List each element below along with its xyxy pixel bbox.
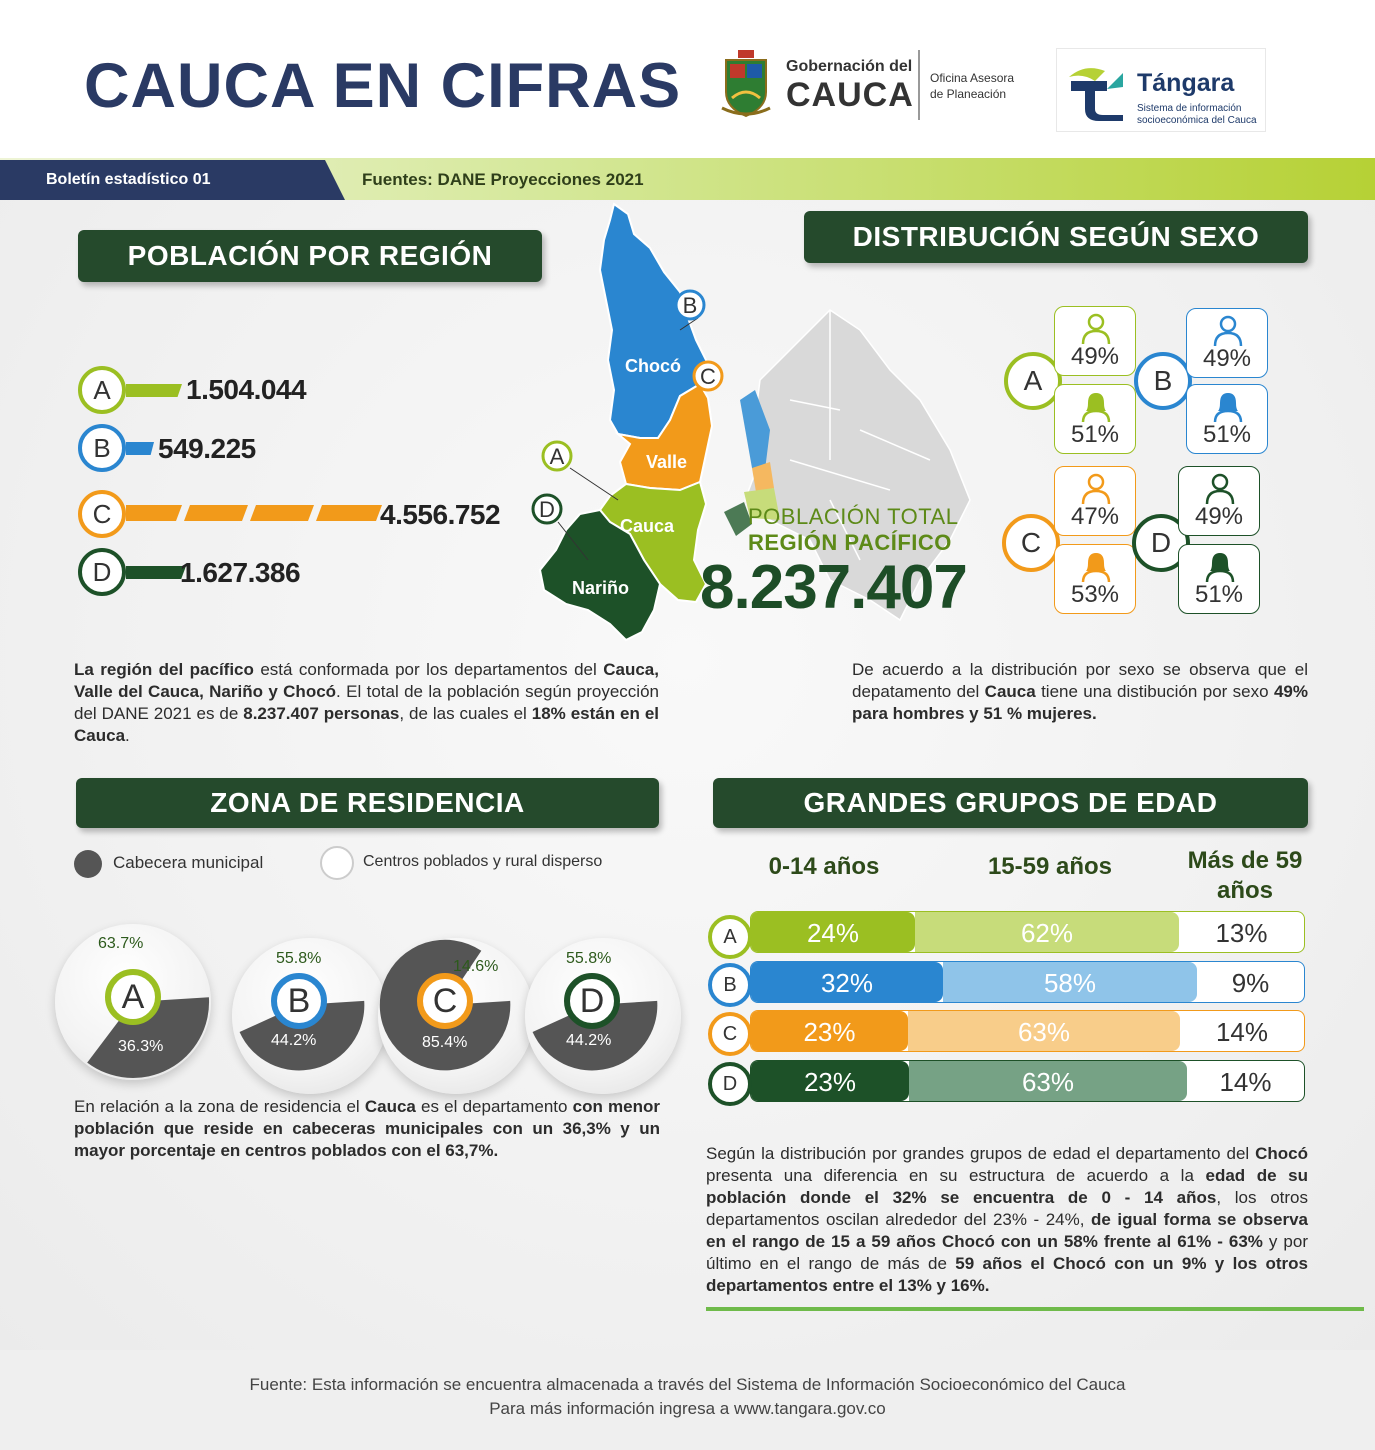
age-row-b [750, 961, 1305, 1003]
residence-c-urban-pct: 85.4% [422, 1034, 468, 1051]
sex-group-c-badge: C [1002, 514, 1060, 572]
age-row-a [750, 911, 1305, 953]
residence-b-badge: B [271, 973, 327, 1029]
sex-c-men-box [1054, 466, 1136, 536]
region-d-bar [126, 566, 186, 579]
female-icon [1211, 389, 1245, 423]
office-name: Oficina Asesora de Planeación [930, 71, 1015, 101]
government-label: Gobernación del [786, 58, 913, 75]
sex-a-women-box [1054, 384, 1136, 454]
coat-of-arms-icon [720, 48, 772, 120]
residence-d-urban-pct: 44.2% [566, 1032, 612, 1049]
sex-section-title: DISTRIBUCIÓN SEGÚN SEXO [804, 211, 1308, 263]
sex-b-men-pct: 49% [1202, 345, 1252, 372]
age-header-adult: 15-59 años [987, 853, 1113, 880]
sex-group-b-badge: B [1134, 352, 1192, 410]
map-letter-d: D [539, 497, 555, 522]
sex-group-a-badge: A [1004, 352, 1062, 410]
region-c-value: 4.556.752 [380, 499, 501, 530]
tangara-subtitle: Sistema de información socioeconómica del Cauca [1137, 103, 1257, 126]
region-a-value: 1.504.044 [186, 374, 307, 405]
age-c-young: 23% [751, 1011, 908, 1051]
region-c-badge: C [78, 490, 126, 538]
tangara-logo-icon [1065, 59, 1129, 123]
age-row-b-badge: B [708, 963, 752, 1007]
map-label-choco: Chocó [625, 356, 681, 376]
bulletin-label: Boletín estadístico 01 [46, 171, 211, 188]
age-c-old: 14% [1215, 1017, 1269, 1047]
residence-b-rural-pct: 55.8% [276, 950, 322, 967]
residence-section-title: ZONA DE RESIDENCIA [76, 778, 659, 828]
header-divider [918, 50, 920, 120]
residence-d-badge: D [564, 973, 620, 1029]
map-label-cauca: Cauca [620, 516, 675, 536]
map-letter-b: B [682, 293, 698, 318]
age-row-c-badge: C [708, 1012, 752, 1056]
residence-d-rural-pct: 55.8% [566, 950, 612, 967]
rural-legend-label: Centros poblados y rural disperso [363, 853, 603, 870]
map-letter-a: A [549, 444, 565, 469]
age-b-adult: 58% [943, 962, 1197, 1002]
region-c-bar [126, 505, 382, 521]
sex-c-women-box [1054, 544, 1136, 614]
residence-b-urban-pct: 44.2% [271, 1032, 317, 1049]
male-icon [1079, 471, 1113, 505]
sex-c-men-pct: 47% [1070, 503, 1120, 530]
residence-c-badge: C [417, 973, 473, 1029]
region-b-value: 549.225 [158, 433, 256, 464]
sex-paragraph: De acuerdo a la distribución por sexo se observa que el depatamento del Cauca tiene una distibución por sexo 49% para hombres y 51 % mujeres. [852, 660, 1308, 723]
male-icon [1079, 311, 1113, 345]
population-paragraph: La región del pacífico está conformada por los departamentos del Cauca, Valle del Cauca, Nariño y Chocó. El total de la población según proyección del DANE 2021 es de 8.237.407 personas, de las cuales el 18% están en el Cauca. [74, 660, 659, 745]
age-header-young: 0-14 años [768, 853, 880, 880]
age-c-adult: 63% [908, 1011, 1180, 1051]
region-a-badge: A [78, 366, 126, 414]
total-population-label: POBLACIÓN TOTAL [748, 504, 959, 529]
residence-a-badge: A [105, 969, 161, 1025]
sex-d-women-box [1178, 544, 1260, 614]
residence-c-rural-pct: 14.6% [453, 958, 499, 975]
sex-a-men-pct: 49% [1070, 343, 1120, 370]
male-icon [1211, 313, 1245, 347]
section-divider [706, 1307, 1364, 1311]
age-row-d [750, 1060, 1305, 1102]
age-paragraph: Según la distribución por grandes grupos de edad el departamento del Chocó presenta una diferencia en su estructura de acuerdo a la edad de su población donde el 32% se encuentra de 0 - 14 años, los otros departamentos oscilan alrededor del 23% - 24%, de igual forma se observa en el rango de 15 a 59 años Chocó con un 58% frente al 61% - 63% y por último en el rango de más de 59 años el Chocó con un 9% y los otros departamentos entre el 13% y 16%. [706, 1144, 1308, 1295]
age-b-young: 32% [751, 962, 943, 1002]
population-section-title: POBLACIÓN POR REGIÓN [78, 230, 542, 282]
age-row-c [750, 1010, 1305, 1052]
sources-label: Fuentes: DANE Proyecciones 2021 [362, 170, 644, 189]
government-name: CAUCA [786, 76, 914, 114]
pacific-region-label: REGIÓN PACÍFICO [748, 530, 952, 555]
residence-a-urban-pct: 36.3% [118, 1038, 164, 1055]
footer-source-text: Fuente: Esta información se encuentra almacenada a través del Sistema de Información Socioeconómico del Cauca [249, 1375, 1126, 1394]
map-letter-c: C [700, 364, 716, 389]
female-icon [1079, 549, 1113, 583]
total-population-value: 8.237.407 [700, 553, 967, 622]
tangara-logo-box [1056, 48, 1266, 132]
age-header-old: Más de 59 años [1187, 847, 1303, 904]
footer-link-text: Para más información ingresa a www.tangara.gov.co [489, 1399, 886, 1418]
region-b-bar [126, 442, 154, 455]
sex-b-men-box [1186, 308, 1268, 378]
age-section-title: GRANDES GRUPOS DE EDAD [713, 778, 1308, 828]
sex-d-men-box [1178, 466, 1260, 536]
region-d-badge: D [78, 548, 126, 596]
sex-d-women-pct: 51% [1194, 581, 1244, 608]
age-row-d-badge: D [708, 1062, 752, 1106]
map-label-valle: Valle [646, 452, 688, 472]
residence-paragraph: En relación a la zona de residencia el Cauca es el departamento con menor población que reside en cabeceras municipales con un 36,3% y un mayor porcentaje en centros poblados con el 63,7%. [74, 1097, 661, 1160]
region-b-badge: B [78, 424, 126, 472]
age-d-old: 14% [1219, 1067, 1272, 1097]
sex-b-women-box [1186, 384, 1268, 454]
tangara-name: Tángara [1137, 69, 1235, 97]
female-icon [1079, 389, 1113, 423]
sex-b-women-pct: 51% [1202, 421, 1252, 448]
sex-a-men-box [1054, 306, 1136, 376]
age-d-adult: 63% [909, 1061, 1187, 1101]
urban-legend-label: Cabecera municipal [113, 853, 264, 872]
age-a-adult: 62% [915, 912, 1179, 952]
sex-c-women-pct: 53% [1070, 581, 1120, 608]
male-icon [1203, 471, 1237, 505]
age-a-young: 24% [751, 912, 915, 952]
female-icon [1203, 549, 1237, 583]
age-b-old: 9% [1231, 968, 1270, 998]
rural-legend-swatch [320, 846, 354, 880]
page-title: CAUCA EN CIFRAS [84, 51, 682, 121]
age-a-old: 13% [1215, 918, 1268, 948]
sex-d-men-pct: 49% [1194, 503, 1244, 530]
sex-a-women-pct: 51% [1070, 421, 1120, 448]
age-row-a-badge: A [708, 915, 752, 959]
region-a-bar [126, 384, 182, 397]
age-d-young: 23% [751, 1061, 909, 1101]
residence-a-rural-pct: 63.7% [98, 935, 144, 952]
map-label-narino: Nariño [572, 578, 630, 598]
region-d-value: 1.627.386 [180, 557, 301, 588]
sex-group-d-badge: D [1132, 514, 1190, 572]
urban-legend-swatch [74, 850, 102, 878]
